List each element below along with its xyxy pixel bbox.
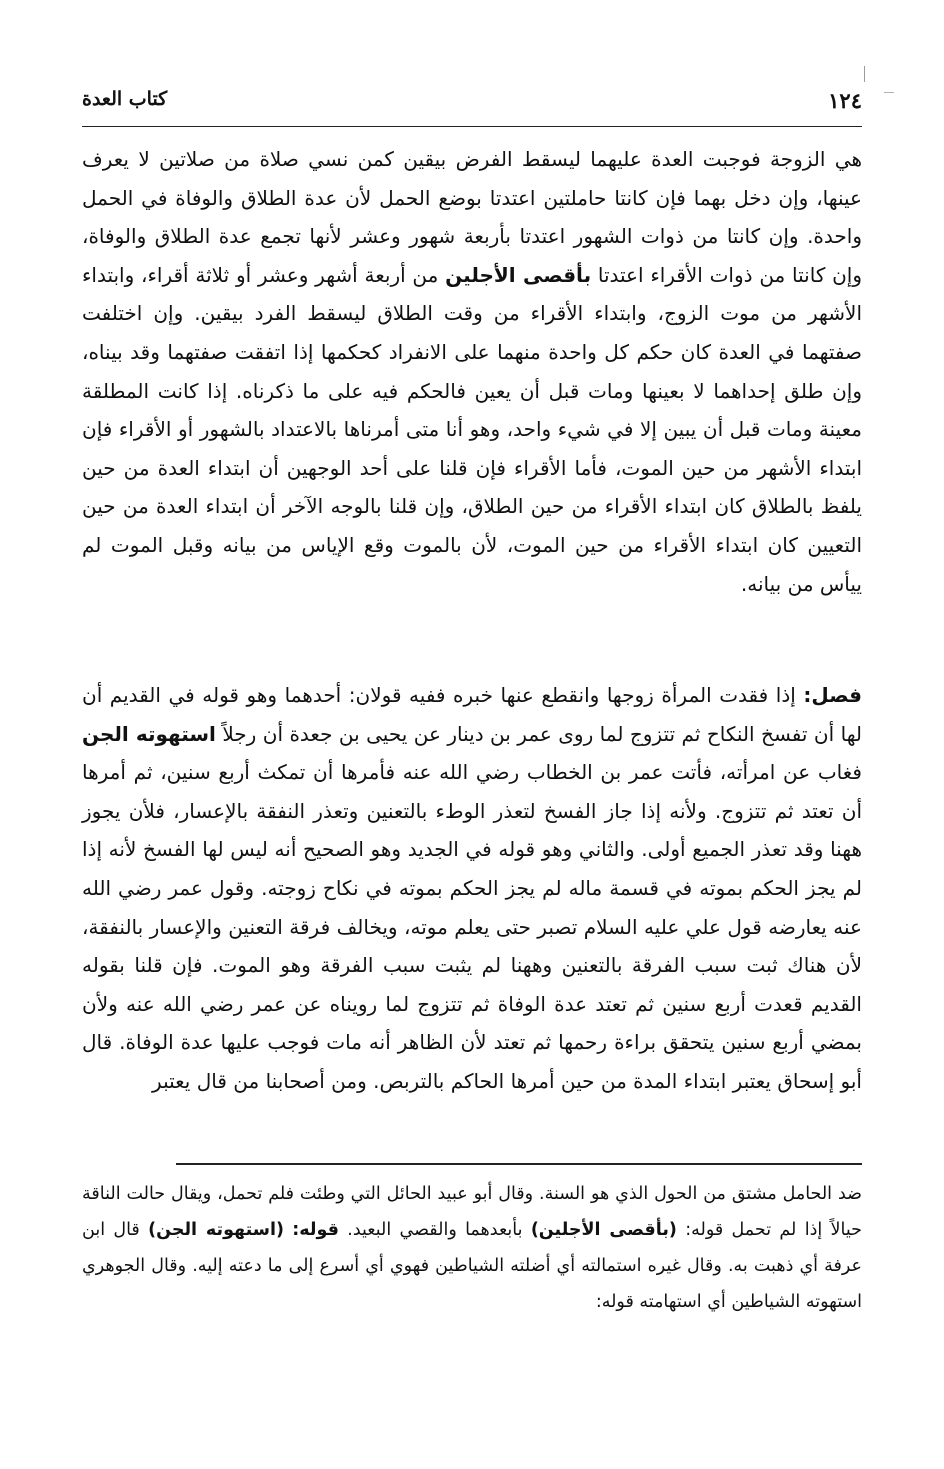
- section-lead-fasl: فصل:: [803, 683, 863, 707]
- page-header: [82, 88, 862, 120]
- bold-term-istahwathu-al-jinn: استهوته الجن: [82, 721, 216, 746]
- footnote-1-text: ضد الحامل مشتق من الحول الذي هو السنة. وقال أبو عبيد الحائل التي وطئت فلم تحمل، ويقال حالت الناقة حيالاً إذا لم تحمل قوله:: [82, 1184, 862, 1240]
- bold-term-aqsa-al-ajalayn: بأقصى الأجلين: [445, 262, 592, 287]
- scan-artifact: [884, 92, 894, 93]
- paragraph-1-text: هي الزوجة فوجبت العدة عليهما ليسقط الفرض بيقين كمن نسي صلاة من صلاتين لا يعرف عينها، وإن دخل بهما فإن كانتا حاملتين اعتدتا بوضع الحمل لأن عدة الطلاق والوفاة في الحمل واحدة. وإن كانتا من ذوات الشهور اعتدتا بأربعة شهور وعشر لأنها تجمع عدة الطلاق والوفاة، وإن كانتا من ذوات الأقراء اعتدتا: [82, 147, 863, 287]
- paragraph-2-text-a: إذا فقدت المرأة زوجها وانقطع عنها خبره ففيه قولان: أحدهما وهو قوله في القديم أن لها أن تفسخ النكاح ثم تتزوج لما روى عمر بن دينار عن يحيى بن جعدة أن رجلاً: [82, 683, 863, 746]
- paragraph-2: [82, 676, 862, 1101]
- header-rule: [82, 126, 862, 127]
- footnote-2-lead: قوله:: [292, 1220, 339, 1240]
- paragraph-1-text-end: من أربعة أشهر وعشر أو ثلاثة أقراء، وابتداء الأشهر من موت الزوج، وابتداء الأقراء من وقت الطلاق ليسقط الفرد بيقين. وإن اختلفت صفتهما في العدة كان حكم كل واحدة منهما على الانفراد كحكمها إذا اتفقت صفتهما وقد بيناه، وإن طلق إحداهما لا بعينها ومات قبل أن يعين فالحكم فيه على ما ذكرناه. إذا كانت المطلقة معينة ومات قبل أن يبين إلا في شيء واحد، وهو أنا متى أمرناها بالاعتداد بالشهور أو الأقراء فإن ابتداء الأشهر من حين الموت، فأما الأقراء فإن قلنا على أحد الوجهين أن ابتداء العدة من حين يلفظ بالطلاق كان ابتداء الأقراء من حين الطلاق، وإن قلنا بالوجه الآخر أن ابتداء العدة من حين التعيين كان ابتداء الأقراء من حين الموت، لأن بالموت وقع الإياس من بيانه وقبل الموت لم ييأس من بيانه.: [82, 262, 862, 596]
- footnote-1-term: (بأقصى الأجلين): [530, 1220, 677, 1240]
- paragraph-1: [82, 140, 862, 603]
- footnote-2-text: قال ابن عرفة أي ذهبت به. وقال غيره استمالته أي أضلته الشياطين فهوي أي أسرع إلى ما دعته إليه. وقال الجوهري استهوته الشياطين أي استهامته قوله:: [82, 1220, 862, 1312]
- paragraph-2-text-b: فغاب عن امرأته، فأتت عمر بن الخطاب رضي الله عنه فأمرها أن تمكث أربع سنين، ثم أمرها أن تعتد ثم تتزوج. ولأنه إذا جاز الفسخ لتعذر الوطء بالتعنين وتعذر النفقة بالإعسار، فلأن يجوز ههنا وقد تعذر الجميع أولى. والثاني وهو قوله في الجديد وهو الصحيح أنه ليس لها الفسخ لأنه إذا لم يجز الحكم بموته في قسمة ماله لم يجز الحكم بموته في نكاح زوجته. وقول عمر رضي الله عنه يعارضه قول علي عليه السلام تصبر حتى يعلم موته، ويخالف فرقة التعنين والإعسار بالنفقة، لأن هناك ثبت سبب الفرقة بالتعنين وههنا لم يثبت سبب الفرقة وهو الموت. فإن قلنا بقوله القديم قعدت أربع سنين ثم تعتد عدة الوفاة ثم تتزوج لما رويناه عن عمر رضي الله عنه ولأن بمضي أربع سنين يتحقق براءة رحمها ثم تعتد لأن الظاهر أنه مات فوجب عليها عدة الوفاة. قال أبو إسحاق يعتبر ابتداء المدة من حين أمرها الحاكم بالتربص. ومن أصحابنا من قال يعتبر: [82, 760, 862, 1093]
- scan-artifact: [864, 66, 865, 82]
- footnotes: [82, 1176, 862, 1320]
- footnote-2-term: (استهوته الجن): [148, 1220, 284, 1240]
- footnote-1-end: بأبعدهما والقصي البعيد.: [347, 1220, 523, 1240]
- footnote-rule: [176, 1163, 862, 1165]
- running-title: كتاب العدة: [82, 88, 168, 110]
- page-number: ١٢٤: [828, 88, 862, 113]
